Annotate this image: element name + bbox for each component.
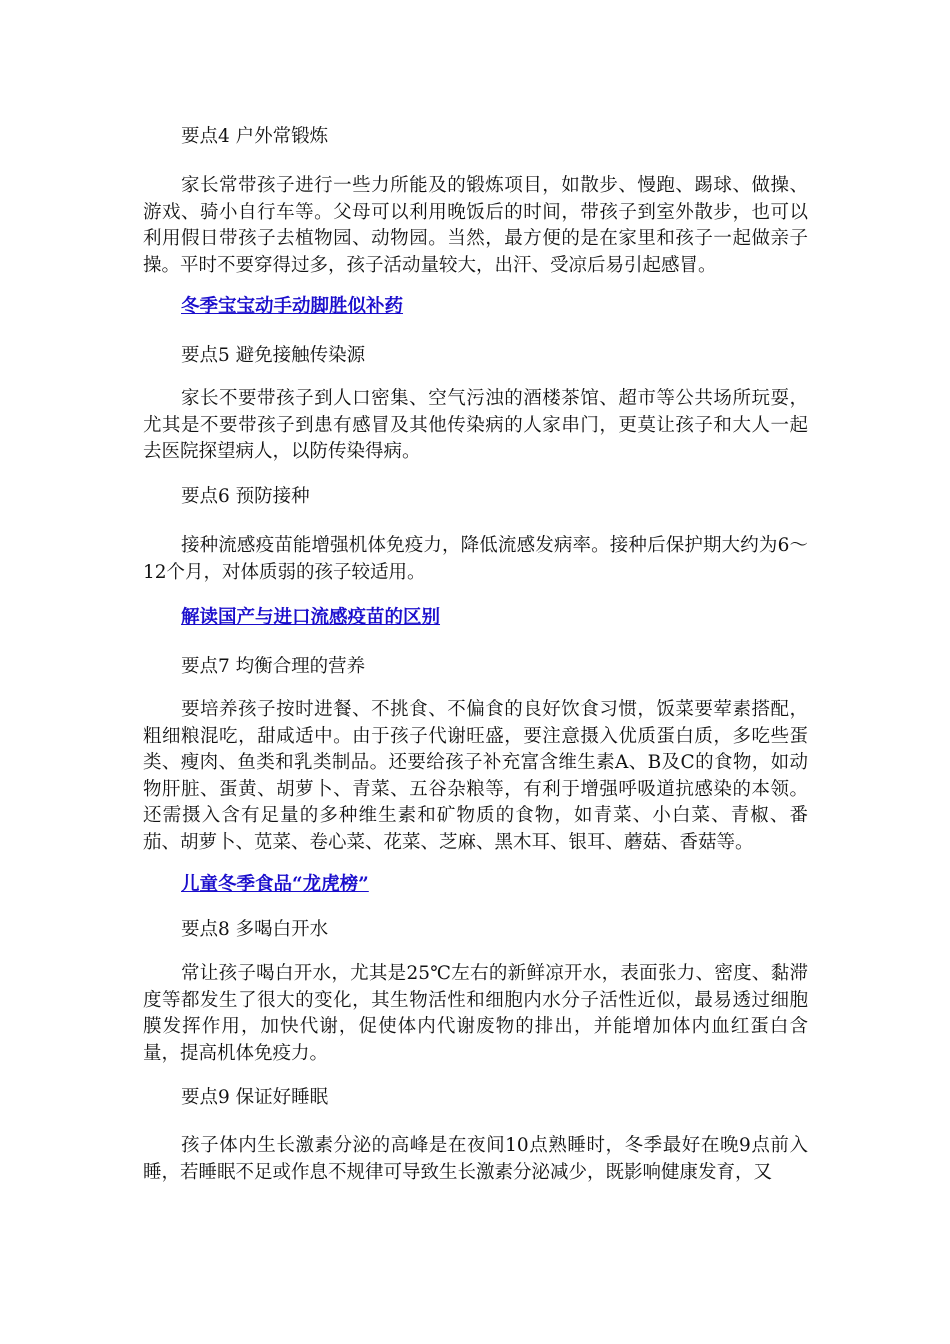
paragraph-drink-water: 常让孩子喝白开水，尤其是25℃左右的新鲜凉开水，表面张力、密度、黏滞度等都发生了很大的变化，其生物活性和细胞内水分子活性近似，最易透过细胞膜发挥作用，加快代谢，促使体内代谢废物的排出，并能增加体内血红蛋白含量，提高机体免疫力。 bbox=[143, 963, 808, 1064]
article-link[interactable] bbox=[143, 605, 846, 631]
paragraph-nutrition: 要培养孩子按时进餐、不挑食、不偏食的良好饮食习惯，饭菜要荤素搭配，粗细粮混吃，甜咸适中。由于孩子代谢旺盛，要注意摄入优质蛋白质，多吃些蛋类、瘦肉、鱼类和乳类制品。还要给孩子补充富含维生素A、B及C的食物，如动物肝脏、蛋黄、胡萝卜、青菜、五谷杂粮等，有利于增强呼吸道抗感染的本领。还需摄入含有足量的多种维生素和矿物质的食物，如青菜、小白菜、青椒、番茄、胡萝卜、苋菜、卷心菜、花菜、芝麻、黑木耳、银耳、蘑菇、香菇等。 bbox=[143, 699, 808, 853]
section-heading-point-8: 要点8 多喝白开水 bbox=[181, 919, 329, 940]
article-link[interactable] bbox=[143, 872, 846, 898]
section-heading-point-5: 要点5 避免接触传染源 bbox=[181, 345, 366, 366]
paragraph-sleep: 孩子体内生长激素分泌的高峰是在夜间10点熟睡时，冬季最好在晚9点前入睡，若睡眠不足或作息不规律可导致生长激素分泌减少，既影响健康发育，又 bbox=[143, 1135, 808, 1183]
section-heading-point-9: 要点9 保证好睡眠 bbox=[181, 1087, 329, 1108]
article-link-winter-food-ranking[interactable]: 儿童冬季食品“龙虎榜” bbox=[181, 874, 369, 895]
section-heading-point-6: 要点6 预防接种 bbox=[181, 486, 310, 507]
article-link-winter-exercise[interactable]: 冬季宝宝动手动脚胜似补药 bbox=[181, 296, 404, 317]
section-heading-point-7: 要点7 均衡合理的营养 bbox=[181, 656, 366, 677]
section-heading-point-4: 要点4 户外常锻炼 bbox=[181, 126, 329, 147]
article-link[interactable] bbox=[143, 294, 846, 320]
paragraph-outdoor-exercise: 家长常带孩子进行一些力所能及的锻炼项目，如散步、慢跑、踢球、做操、游戏、骑小自行车等。父母可以利用晚饭后的时间，带孩子到室外散步，也可以利用假日带孩子去植物园、动物园。当然，最方便的是在家里和孩子一起做亲子操。平时不要穿得过多，孩子活动量较大，出汗、受凉后易引起感冒。 bbox=[143, 175, 808, 276]
paragraph-vaccination: 接种流感疫苗能增强机体免疫力，降低流感发病率。接种后保护期大约为6～12个月，对体质弱的孩子较适用。 bbox=[143, 535, 808, 583]
paragraph-avoid-infection: 家长不要带孩子到人口密集、空气污浊的酒楼茶馆、超市等公共场所玩耍，尤其是不要带孩子到患有感冒及其他传染病的人家串门，更莫让孩子和大人一起去医院探望病人，以防传染得病。 bbox=[143, 388, 808, 462]
article-link-vaccine-comparison[interactable]: 解读国产与进口流感疫苗的区别 bbox=[181, 607, 441, 628]
